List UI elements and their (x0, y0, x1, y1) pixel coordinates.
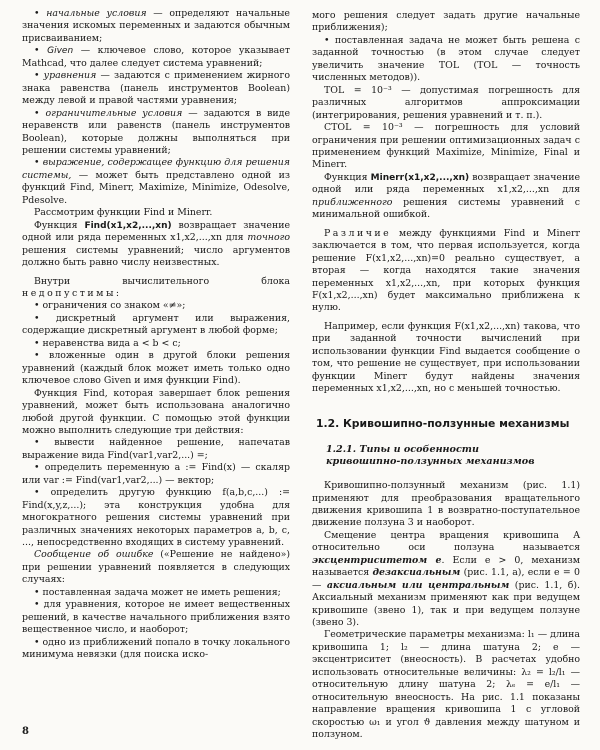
list-item-define-function: • определить другую функцию f(a,b,c,...) := Find(x,y,z,...); эта конструкция удобна для многократного решения системы уравнений при различных значениях некоторых параметров a, b, c, ..., непосредственно входящих в систему уравнений. (22, 487, 290, 549)
paragraph-difference: Различие между функциями Find и Minerr заключается в том, что первая используется, когда решение F(x1,x2,...,xn)=0 реально существует, а вторая — когда находятся такие значения переменных x1,x2,...,xn, при которых функция F(x1,x2,...,xn) будет максимально приближена к нулю. (312, 227, 580, 314)
right-column (312, 10, 580, 742)
paragraph-mechanism-intro: Кривошипно-ползунный механизм (рис. 1.1) применяют для преобразования вращательного движения кривошипа 1 в возвратно-поступательное движение ползуна 3 и наоборот. (312, 480, 580, 529)
paragraph-geometric-parameters: Геометрические параметры механизма: l₁ — длина кривошипа 1; l₂ — длина шатуна 2; e — эксцентриситет (внеосность). В расчетах удобно использовать относительные величины: λ₂ = l₂/l₁ — относительную длину шатуна 2; λₑ = e/l₁ — относительную внеосность. На рис. 1.1 показаны направление вращения кривошипа 1 с угловой скоростью ω₁ и угол ϑ давления между шатуном и ползуном. (312, 629, 580, 741)
paragraph-find-usage: Функция Find, которая завершает блок решения уравнений, может быть использована аналогично любой другой функции. С помощью этой функции можно выполнить следующие три действия: (22, 387, 290, 436)
paragraph-not-allowed: Внутри вычислительного блока недопустимы: (22, 275, 290, 299)
bullet-solve-expression: • выражение, содержащее функцию для решения системы, — может быть представлено одной из функций Find, Minerr, Maximize, Minimize, Odesolve, Pdesolve. (22, 157, 290, 206)
paragraph-example: Например, если функция F(x1,x2,...,xn) такова, что при заданной точности вычислений при использовании функции Find выдается сообщение о том, что решение не существует, при использовании функции Minerr будут найдены значения переменных x1,x2,...,xn, но с меньшей точностью. (312, 320, 580, 395)
paragraph-error-message: Сообщение об ошибке («Решение не найдено») при решении уравнений появляется в следующих случаях: (22, 549, 290, 586)
list-item-output: • вывести найденное решение, напечатав выражение вида Find(var1,var2,...) =; (22, 437, 290, 461)
paragraph-consider-functions: Рассмотрим функции Find и Minerr. (34, 207, 213, 219)
paragraph-find-function: Функция Find(x1,x2,...,xn) возвращает значение одной или ряда переменных x1,x2,...,xn для точного решения системы уравнений; число аргументов должно быть равно числу неизвестных. (22, 219, 291, 269)
bullet-equations: • уравнения — задаются с применением жирного знака равенства (панель инструментов Boolean) между левой и правой частями уравнения; (22, 70, 291, 107)
paragraph-minerr-function: Функция Minerr(x1,x2,...,xn) возвращает значение одной или ряда переменных x1,x2,...,xn для приближенного решения системы уравнений с минимальной ошибкой. (312, 171, 580, 221)
list-item-discrete: • дискретный аргумент или выражения, содержащие дискретный аргумент в любой форме; (22, 312, 290, 337)
paragraph-eccentricity: Смещение центра вращения кривошипа A относительно оси ползуна называется эксцентриситетом e. Если e > 0, механизм называется дезаксиальным (рис. 1.1, a), если e = 0 — аксиальным или центральным (рис. 1.1, б). Аксиальный механизм применяют как при ведущем кривошипе (звено 1), так и при ведущем ползуне (звено 3). (312, 529, 581, 629)
bullet-constraints: • ограничительные условия — задаются в виде неравенств или равенств (панель инструментов Boolean), которые должны выполняться при решении системы уравнений; (22, 107, 290, 156)
paragraph-continuation: мого решения следует задать другие начальные приближения); (312, 10, 580, 34)
section-heading: 1.2. Кривошипно-ползунные механизмы (316, 416, 570, 430)
list-item-tolerance: • поставленная задача не может быть решена с заданной точностью (в этом случае следует увеличить значение TOL (TOL — точность численных методов)). (312, 34, 580, 84)
list-item-no-solution: • поставленная задача может не иметь решения; (34, 586, 281, 598)
paragraph-ctol: CTOL = 10⁻³ — погрешность для условий ограничения при решении оптимизационных задач с применением функций Maximize, Minimize, Final и Minerr. (312, 122, 580, 171)
left-column (22, 8, 290, 662)
page-number: 8 (22, 726, 29, 737)
paragraph-tol: TOL = 10⁻³ — допустимая погрешность для различных алгоритмов аппроксимации (интегрирования, решения уравнений и т. п.). (312, 84, 580, 121)
subsection-heading: 1.2.1. Типы и особенности кривошипно-ползунных механизмов (326, 444, 535, 468)
list-item-inequality: • неравенства вида a < b < c; (34, 337, 181, 349)
bullet-initial-conditions: • начальные условия — определяют начальные значения искомых переменных и задаются обычным присваиванием; (22, 8, 290, 44)
list-item-real-approx: • для уравнения, которое не имеет вещественных решений, в качестве начального приближения взято вещественное число, и наоборот; (22, 599, 290, 636)
list-item-not-equal: • ограничения со знаком «≠»; (34, 300, 186, 312)
list-item-nested-blocks: • вложенные один в другой блоки решения уравнений (каждый блок может иметь только одно ключевое слово Given и имя функции Find). (22, 350, 290, 387)
bullet-given: • Given — ключевое слово, которое указывает Mathcad, что далее следует система уравнений; (22, 45, 291, 69)
list-item-assign: • определить переменную a := Find(x) — скаляр или var := Find(var1,var2,...) — вектор; (22, 462, 290, 486)
list-item-local-minimum: • одно из приближений попало в точку локального минимума невязки (для поиска иско- (22, 636, 290, 661)
